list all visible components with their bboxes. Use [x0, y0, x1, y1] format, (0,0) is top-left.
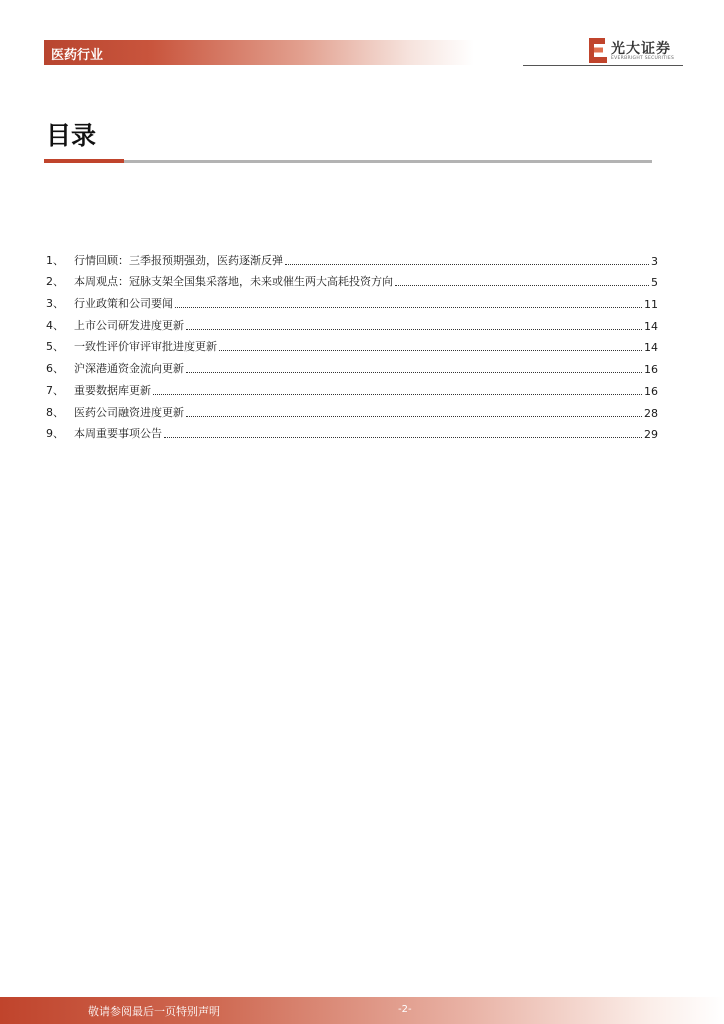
- toc-leader-dots: [395, 285, 649, 286]
- toc-entry-page: 3: [651, 254, 658, 268]
- footer-page-number: -2-: [398, 1004, 412, 1015]
- toc-entry-number: 9、: [46, 427, 64, 441]
- header-divider: [523, 65, 683, 66]
- toc-entry-page: 14: [644, 319, 658, 333]
- toc-entry-page: 29: [644, 428, 658, 442]
- toc-entry-label: 上市公司研发进度更新: [74, 318, 184, 332]
- toc-entry-number: 2、: [46, 275, 64, 289]
- header-section-label: 医药行业: [51, 48, 104, 63]
- toc-leader-dots: [153, 394, 642, 395]
- logo-text-cn: 光大证券: [611, 41, 671, 57]
- toc-leader-dots: [164, 437, 642, 438]
- toc-entry-1[interactable]: [46, 246, 658, 268]
- logo-text-en: EVERBRIGHT SECURITIES: [611, 56, 675, 61]
- toc-entry-number: 4、: [46, 318, 64, 332]
- toc-entry-page: 14: [644, 341, 658, 355]
- toc-entry-number: 7、: [46, 383, 64, 397]
- toc-list: [46, 246, 658, 441]
- toc-entry-label: 本周观点：冠脉支架全国集采落地，未来或催生两大高耗投资方向: [74, 275, 393, 289]
- toc-leader-dots: [186, 329, 642, 330]
- toc-entry-label: 本周重要事项公告: [74, 427, 162, 441]
- toc-leader-dots: [186, 372, 642, 373]
- toc-entry-label: 沪深港通资金流向更新: [74, 362, 184, 376]
- logo-mark-icon: [589, 38, 607, 63]
- toc-entry-7[interactable]: [46, 376, 658, 398]
- toc-entry-page: 5: [651, 276, 658, 290]
- toc-entry-number: 8、: [46, 405, 64, 419]
- footer-bar: [0, 997, 724, 1024]
- header-section-bar: [44, 40, 474, 65]
- toc-leader-dots: [219, 350, 642, 351]
- toc-entry-9[interactable]: [46, 420, 658, 442]
- toc-entry-5[interactable]: [46, 333, 658, 355]
- toc-entry-label: 医药公司融资进度更新: [74, 405, 184, 419]
- toc-entry-6[interactable]: [46, 354, 658, 376]
- toc-entry-number: 1、: [46, 253, 64, 267]
- toc-entry-number: 3、: [46, 297, 64, 311]
- toc-entry-number: 6、: [46, 362, 64, 376]
- toc-entry-4[interactable]: [46, 311, 658, 333]
- toc-entry-8[interactable]: [46, 398, 658, 420]
- toc-title: 目录: [46, 121, 97, 150]
- toc-entry-number: 5、: [46, 340, 64, 354]
- toc-entry-label: 一致性评价审评审批进度更新: [74, 340, 217, 354]
- toc-leader-dots: [186, 416, 642, 417]
- toc-entry-label: 重要数据库更新: [74, 383, 151, 397]
- toc-entry-label: 行业政策和公司要闻: [74, 297, 173, 311]
- toc-entry-page: 16: [644, 384, 658, 398]
- toc-leader-dots: [285, 264, 649, 265]
- footer-disclaimer-note: 敬请参阅最后一页特别声明: [88, 1005, 220, 1018]
- title-rule: [44, 160, 652, 163]
- toc-entry-page: 28: [644, 406, 658, 420]
- company-logo: [589, 38, 681, 64]
- toc-entry-page: 11: [644, 298, 658, 312]
- toc-leader-dots: [175, 307, 642, 308]
- toc-entry-2[interactable]: [46, 268, 658, 290]
- toc-entry-3[interactable]: [46, 289, 658, 311]
- title-rule-accent: [44, 159, 124, 163]
- toc-entry-page: 16: [644, 363, 658, 377]
- toc-entry-label: 行情回顾：三季报预期强劲，医药逐渐反弹: [74, 253, 283, 267]
